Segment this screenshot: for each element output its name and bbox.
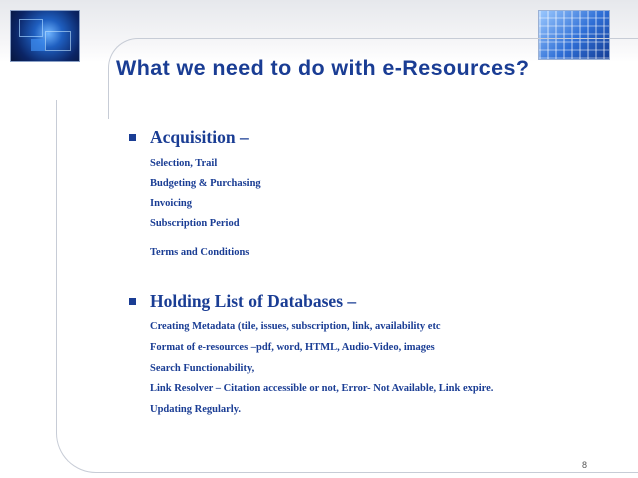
- content-frame-line: [56, 100, 638, 473]
- list-item: Budgeting & Purchasing: [150, 178, 261, 189]
- list-item: Search Functionability,: [150, 363, 255, 374]
- circuit-graphic: [19, 19, 43, 37]
- page-number: 8: [582, 460, 588, 470]
- list-item: Format of e-resources –pdf, word, HTML, Audio-Video, images: [150, 342, 435, 353]
- list-item: Creating Metadata (tile, issues, subscription, link, availability etc: [150, 321, 441, 332]
- list-item: Invoicing: [150, 198, 193, 209]
- square-bullet-icon: [129, 298, 136, 305]
- circuit-graphic: [45, 31, 71, 51]
- list-item: Link Resolver – Citation accessible or not, Error- Not Available, Link expire.: [150, 383, 494, 394]
- technology-image-left: [10, 10, 80, 62]
- slide-title: What we need to do with e-Resources?: [116, 56, 530, 80]
- section-heading-acquisition: Acquisition –: [150, 127, 249, 147]
- section-heading-holding-list: Holding List of Databases –: [150, 291, 357, 311]
- list-item: Selection, Trail: [150, 158, 218, 169]
- circuit-graphic: [31, 39, 45, 51]
- list-item: Terms and Conditions: [150, 247, 250, 258]
- list-item: Updating Regularly.: [150, 404, 242, 415]
- square-bullet-icon: [129, 134, 136, 141]
- list-item: Subscription Period: [150, 218, 240, 229]
